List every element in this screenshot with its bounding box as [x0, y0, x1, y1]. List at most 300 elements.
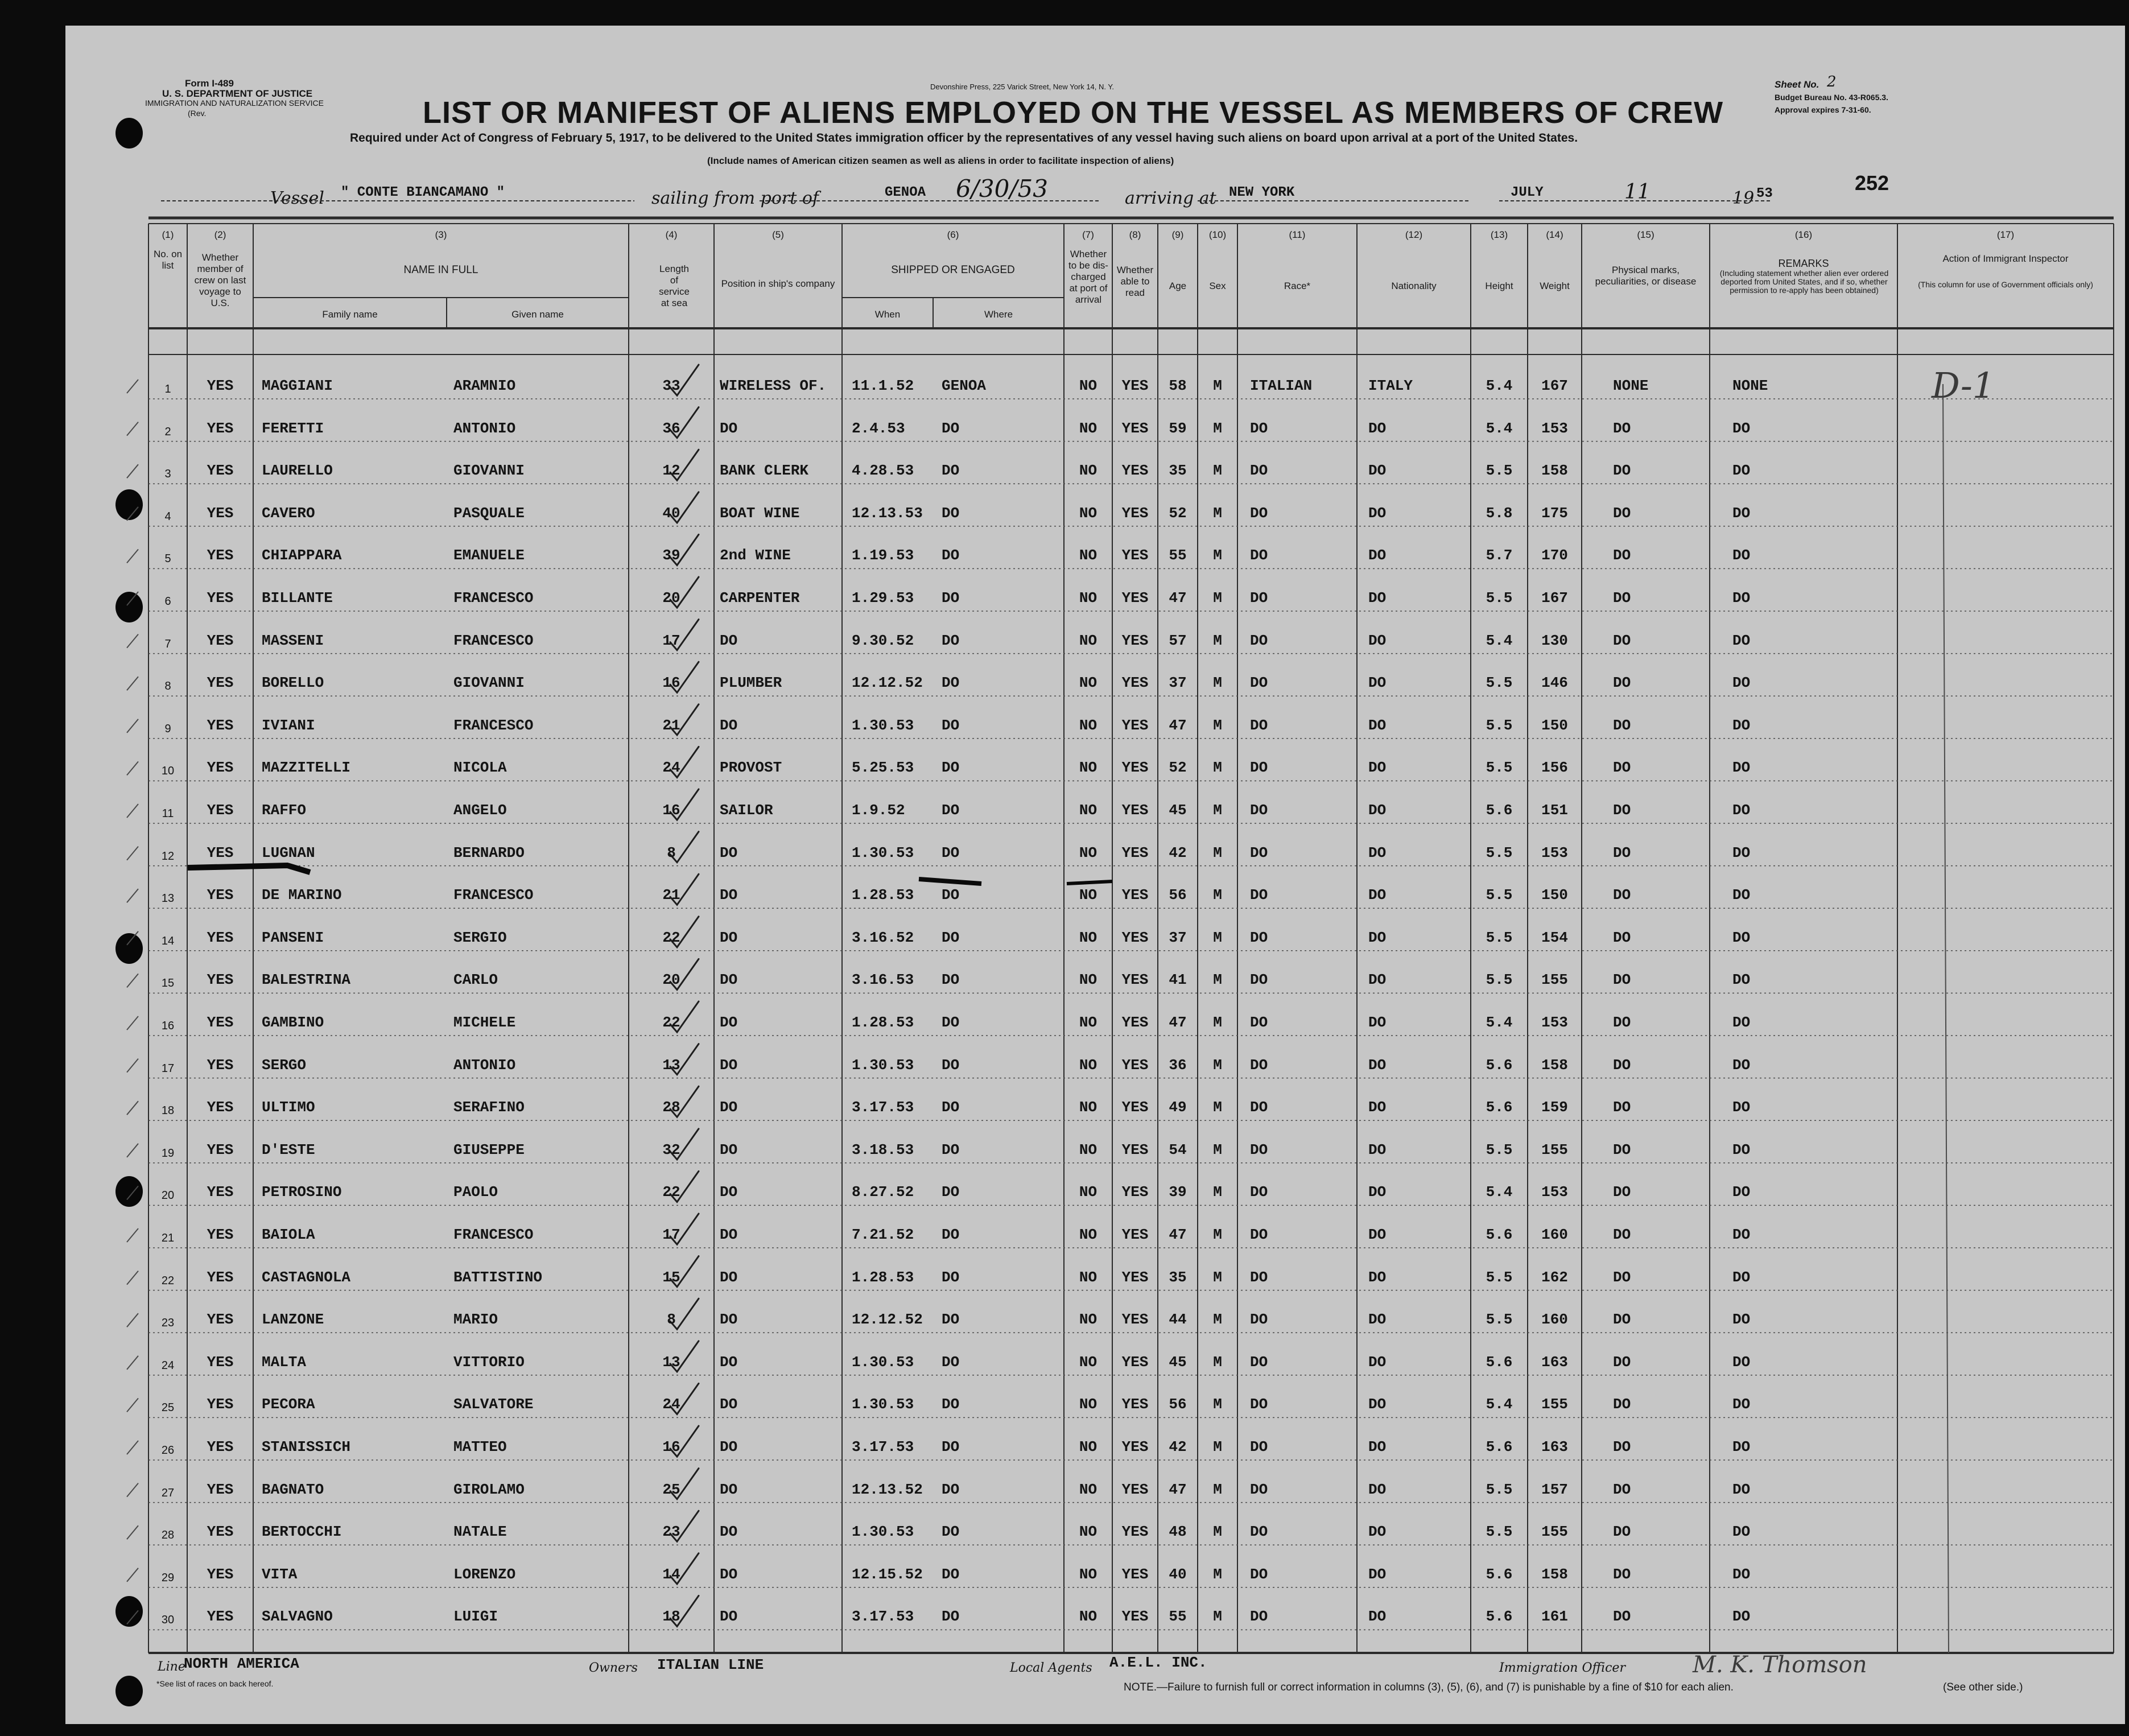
cell-given-name: GIOVANNI — [453, 462, 525, 480]
cell-shipped-when: 12.13.53 — [852, 504, 923, 522]
cell-height: 5.6 — [1486, 1226, 1513, 1243]
cell-sex: M — [1213, 1014, 1222, 1031]
cell-family-name: BAGNATO — [262, 1481, 324, 1498]
cell-shipped-where: DO — [942, 1056, 960, 1074]
cell-height: 5.5 — [1486, 759, 1513, 777]
cell-family-name: IVIANI — [262, 716, 315, 734]
agents-label: Local Agents — [1010, 1661, 1092, 1675]
cell-physical-marks: DO — [1613, 419, 1631, 437]
cell-position: DO — [720, 1481, 738, 1498]
cell-length-of-service: 21 — [662, 716, 680, 734]
cell-no: 8 — [164, 680, 171, 693]
cell-position: DO — [720, 419, 738, 437]
cell-remarks: DO — [1732, 886, 1751, 904]
cell-crew-last-voyage: YES — [207, 1565, 234, 1583]
cell-position: DO — [720, 929, 738, 946]
cell-age: 47 — [1169, 1226, 1187, 1243]
cell-nationality: DO — [1368, 589, 1387, 607]
margin-tick-icon — [127, 1398, 138, 1412]
cell-able-to-read: YES — [1121, 886, 1149, 904]
line-name: NORTH AMERICA — [184, 1655, 299, 1672]
cell-family-name: LAURELLO — [262, 462, 333, 480]
cell-age: 47 — [1169, 1014, 1187, 1031]
cell-shipped-where: DO — [942, 419, 960, 437]
cell-discharged: NO — [1079, 1184, 1097, 1201]
cell-race: DO — [1250, 929, 1268, 946]
cell-physical-marks: DO — [1613, 1396, 1631, 1413]
cell-nationality: DO — [1368, 1608, 1387, 1626]
cell-sex: M — [1213, 1141, 1222, 1158]
cell-age: 52 — [1169, 504, 1187, 522]
cell-family-name: PETROSINO — [262, 1184, 342, 1201]
cell-given-name: VITTORIO — [453, 1353, 525, 1371]
cell-length-of-service: 16 — [662, 674, 680, 692]
cell-weight: 159 — [1541, 1099, 1568, 1116]
cell-race: DO — [1250, 886, 1268, 904]
cell-remarks: DO — [1732, 929, 1751, 946]
cell-weight: 163 — [1541, 1353, 1568, 1371]
cell-shipped-where: DO — [942, 1268, 960, 1286]
cell-shipped-when: 1.19.53 — [852, 547, 914, 564]
cell-crew-last-voyage: YES — [207, 547, 234, 564]
cell-position: BOAT WINE — [720, 504, 800, 522]
cell-position: DO — [720, 886, 738, 904]
arrival-month: JULY — [1511, 185, 1544, 200]
inspector-annotation: D-1 — [1932, 365, 1995, 406]
vessel-label: Vessel — [270, 188, 324, 208]
cell-position: DO — [720, 1608, 738, 1626]
cell-physical-marks: DO — [1613, 589, 1631, 607]
cell-no: 25 — [161, 1401, 175, 1415]
cell-height: 5.5 — [1486, 674, 1513, 692]
cell-length-of-service: 12 — [662, 462, 680, 480]
cell-sex: M — [1213, 844, 1222, 861]
cell-given-name: PAOLO — [453, 1184, 498, 1201]
cell-crew-last-voyage: YES — [207, 929, 234, 946]
cell-no: 4 — [164, 510, 171, 523]
arriving-label: arriving at — [1125, 188, 1216, 208]
cell-no: 20 — [161, 1189, 175, 1202]
cell-crew-last-voyage: YES — [207, 632, 234, 649]
cell-shipped-where: DO — [942, 589, 960, 607]
sheet-number: 2 — [1827, 73, 1837, 90]
cell-nationality: DO — [1368, 1438, 1387, 1455]
cell-no: 11 — [162, 807, 174, 820]
cell-length-of-service: 32 — [662, 1141, 680, 1158]
cell-shipped-where: DO — [942, 971, 960, 989]
cell-family-name: BILLANTE — [262, 589, 333, 607]
cell-physical-marks: DO — [1613, 1523, 1631, 1541]
cell-age: 48 — [1169, 1523, 1187, 1541]
cell-sex: M — [1213, 886, 1222, 904]
cell-shipped-when: 1.29.53 — [852, 589, 914, 607]
col-number: (5) — [772, 229, 784, 240]
cell-nationality: DO — [1368, 716, 1387, 734]
cell-length-of-service: 8 — [667, 844, 676, 861]
cell-no: 21 — [161, 1232, 175, 1244]
cell-race: DO — [1250, 504, 1268, 522]
cell-discharged: NO — [1079, 844, 1097, 861]
cell-weight: 175 — [1541, 504, 1568, 522]
cell-family-name: VITA — [262, 1565, 298, 1583]
cell-family-name: MAZZITELLI — [262, 759, 351, 777]
cell-crew-last-voyage: YES — [207, 971, 234, 989]
cell-discharged: NO — [1079, 1353, 1097, 1371]
cell-position: DO — [720, 971, 738, 989]
col-number: (14) — [1546, 229, 1563, 240]
cell-sex: M — [1213, 547, 1222, 564]
cell-able-to-read: YES — [1121, 632, 1149, 649]
cell-given-name: ANTONIO — [453, 1056, 516, 1074]
cell-sex: M — [1213, 1523, 1222, 1541]
cell-position: DO — [720, 1014, 738, 1031]
cell-given-name: GIROLAMO — [453, 1481, 525, 1498]
cell-shipped-where: DO — [942, 759, 960, 777]
cell-height: 5.5 — [1486, 844, 1513, 861]
cell-shipped-when: 3.18.53 — [852, 1141, 914, 1158]
cell-age: 35 — [1169, 462, 1187, 480]
cell-no: 16 — [161, 1020, 175, 1032]
cell-given-name: ANTONIO — [453, 419, 516, 437]
page-title: LIST OR MANIFEST OF ALIENS EMPLOYED ON THE VESSEL AS MEMBERS OF CREW — [423, 96, 1724, 130]
cell-discharged: NO — [1079, 1481, 1097, 1498]
cell-race: ITALIAN — [1250, 377, 1313, 394]
cell-race: DO — [1250, 1226, 1268, 1243]
cell-remarks: DO — [1732, 802, 1751, 819]
cell-no: 7 — [164, 637, 171, 650]
cell-discharged: NO — [1079, 419, 1097, 437]
cell-no: 29 — [161, 1571, 175, 1584]
cell-able-to-read: YES — [1121, 419, 1149, 437]
cell-age: 42 — [1169, 1438, 1187, 1455]
cell-discharged: NO — [1079, 1608, 1097, 1626]
cell-sex: M — [1213, 802, 1222, 819]
cell-remarks: DO — [1732, 462, 1751, 480]
cell-crew-last-voyage: YES — [207, 674, 234, 692]
cell-shipped-where: DO — [942, 1099, 960, 1116]
cell-discharged: NO — [1079, 1396, 1097, 1413]
cell-weight: 158 — [1541, 1056, 1568, 1074]
cell-no: 15 — [161, 977, 175, 990]
cell-position: DO — [720, 1353, 738, 1371]
cell-sex: M — [1213, 716, 1222, 734]
year-prefix: 19 — [1732, 188, 1755, 208]
cell-shipped-where: DO — [942, 1438, 960, 1455]
cell-discharged: NO — [1079, 1226, 1097, 1243]
cell-given-name: MARIO — [453, 1311, 498, 1329]
cell-physical-marks: DO — [1613, 504, 1631, 522]
cell-remarks: DO — [1732, 1226, 1751, 1243]
cell-physical-marks: DO — [1613, 1353, 1631, 1371]
cell-race: DO — [1250, 589, 1268, 607]
cell-nationality: ITALY — [1368, 377, 1413, 394]
cell-sex: M — [1213, 504, 1222, 522]
cell-discharged: NO — [1079, 716, 1097, 734]
cell-length-of-service: 33 — [662, 377, 680, 394]
cell-crew-last-voyage: YES — [207, 1311, 234, 1329]
cell-height: 5.7 — [1486, 547, 1513, 564]
cell-length-of-service: 16 — [662, 802, 680, 819]
col-number: (12) — [1405, 229, 1423, 240]
cell-crew-last-voyage: YES — [207, 1268, 234, 1286]
col-number: (4) — [665, 229, 678, 240]
cell-shipped-where: DO — [942, 1565, 960, 1583]
cell-remarks: DO — [1732, 1396, 1751, 1413]
cell-family-name: GAMBINO — [262, 1014, 324, 1031]
cell-race: DO — [1250, 1523, 1268, 1541]
cell-length-of-service: 17 — [662, 632, 680, 649]
header-given-name: Given name — [511, 309, 564, 320]
margin-tick-icon — [127, 1059, 138, 1073]
cell-able-to-read: YES — [1121, 1396, 1149, 1413]
cell-length-of-service: 21 — [662, 886, 680, 904]
cell-nationality: DO — [1368, 929, 1387, 946]
cell-remarks: DO — [1732, 1608, 1751, 1626]
agents-name: A.E.L. INC. — [1109, 1654, 1207, 1671]
margin-tick-icon — [127, 422, 138, 436]
cell-remarks: DO — [1732, 1353, 1751, 1371]
cell-physical-marks: DO — [1613, 462, 1631, 480]
cell-age: 54 — [1169, 1141, 1187, 1158]
cell-nationality: DO — [1368, 759, 1387, 777]
cell-remarks: DO — [1732, 1056, 1751, 1074]
cell-shipped-where: DO — [942, 1481, 960, 1498]
cell-able-to-read: YES — [1121, 1056, 1149, 1074]
cell-nationality: DO — [1368, 1353, 1387, 1371]
cell-remarks: DO — [1732, 419, 1751, 437]
printer-imprint: Devonshire Press, 225 Varick Street, New York 14, N. Y. — [930, 83, 1114, 91]
cell-position: DO — [720, 1396, 738, 1413]
service-name: IMMIGRATION AND NATURALIZATION SERVICE — [145, 98, 324, 108]
cell-no: 9 — [164, 722, 171, 735]
cell-nationality: DO — [1368, 419, 1387, 437]
margin-tick-icon — [127, 761, 138, 775]
cell-shipped-when: 1.30.53 — [852, 1396, 914, 1413]
cell-physical-marks: DO — [1613, 1268, 1631, 1286]
cell-length-of-service: 16 — [662, 1438, 680, 1455]
cell-no: 5 — [164, 552, 171, 566]
cell-shipped-where: DO — [942, 632, 960, 649]
cell-crew-last-voyage: YES — [207, 1353, 234, 1371]
cell-no: 2 — [164, 425, 171, 438]
cell-age: 47 — [1169, 589, 1187, 607]
cell-able-to-read: YES — [1121, 1226, 1149, 1243]
cell-crew-last-voyage: YES — [207, 716, 234, 734]
cell-nationality: DO — [1368, 504, 1387, 522]
cell-given-name: LUIGI — [453, 1608, 498, 1626]
cell-nationality: DO — [1368, 1056, 1387, 1074]
cell-nationality: DO — [1368, 1481, 1387, 1498]
cell-given-name: SERAFINO — [453, 1099, 525, 1116]
cell-sex: M — [1213, 971, 1222, 989]
cell-position: BANK CLERK — [720, 462, 809, 480]
cell-given-name: FRANCESCO — [453, 1226, 534, 1243]
cell-able-to-read: YES — [1121, 504, 1149, 522]
cell-crew-last-voyage: YES — [207, 1608, 234, 1626]
cell-remarks: DO — [1732, 1523, 1751, 1541]
cell-shipped-where: DO — [942, 1141, 960, 1158]
cell-position: DO — [720, 1184, 738, 1201]
cell-crew-last-voyage: YES — [207, 377, 234, 394]
cell-crew-last-voyage: YES — [207, 462, 234, 480]
cell-race: DO — [1250, 1184, 1268, 1201]
cell-nationality: DO — [1368, 1565, 1387, 1583]
col-number: (7) — [1082, 229, 1094, 240]
cell-no: 24 — [161, 1359, 175, 1372]
cell-sex: M — [1213, 632, 1222, 649]
cell-age: 37 — [1169, 674, 1187, 692]
cell-race: DO — [1250, 716, 1268, 734]
cell-given-name: PASQUALE — [453, 504, 525, 522]
cell-discharged: NO — [1079, 674, 1097, 692]
cell-discharged: NO — [1079, 1268, 1097, 1286]
cell-height: 5.5 — [1486, 1481, 1513, 1498]
cell-weight: 163 — [1541, 1438, 1568, 1455]
margin-tick-icon — [127, 549, 138, 563]
cell-race: DO — [1250, 674, 1268, 692]
cell-remarks: DO — [1732, 759, 1751, 777]
cell-nationality: DO — [1368, 1226, 1387, 1243]
margin-tick-icon — [127, 1313, 138, 1327]
cell-length-of-service: 22 — [662, 929, 680, 946]
cell-height: 5.6 — [1486, 1438, 1513, 1455]
cell-shipped-when: 1.30.53 — [852, 844, 914, 861]
header-family-name: Family name — [322, 309, 378, 320]
header-sex: Sex — [1209, 281, 1226, 291]
cell-position: DO — [720, 1523, 738, 1541]
header-no-on-list: No. on list — [153, 249, 183, 271]
margin-tick-icon — [127, 931, 138, 945]
cell-shipped-where: DO — [942, 1014, 960, 1031]
cell-crew-last-voyage: YES — [207, 1099, 234, 1116]
cell-position: DO — [720, 716, 738, 734]
cell-remarks: DO — [1732, 589, 1751, 607]
cell-physical-marks: DO — [1613, 632, 1631, 649]
cell-race: DO — [1250, 802, 1268, 819]
cell-able-to-read: YES — [1121, 674, 1149, 692]
cell-discharged: NO — [1079, 1141, 1097, 1158]
col-number: (11) — [1289, 229, 1306, 240]
cell-length-of-service: 22 — [662, 1184, 680, 1201]
cell-nationality: DO — [1368, 632, 1387, 649]
cell-physical-marks: DO — [1613, 1184, 1631, 1201]
cell-remarks: DO — [1732, 504, 1751, 522]
cell-race: DO — [1250, 1481, 1268, 1498]
cell-family-name: BALESTRINA — [262, 971, 351, 989]
cell-family-name: BORELLO — [262, 674, 324, 692]
cell-length-of-service: 8 — [667, 1311, 676, 1329]
cell-no: 22 — [161, 1274, 175, 1287]
cell-given-name: NICOLA — [453, 759, 507, 777]
header-physical-marks: Physical marks, peculiarities, or disease — [1595, 265, 1697, 287]
cell-position: 2nd WINE — [720, 547, 791, 564]
cell-length-of-service: 24 — [662, 1396, 680, 1413]
cell-shipped-where: DO — [942, 1226, 960, 1243]
cell-physical-marks: DO — [1613, 802, 1631, 819]
sheet-label: Sheet No. — [1775, 79, 1819, 90]
cell-no: 1 — [164, 383, 171, 395]
cell-age: 49 — [1169, 1099, 1187, 1116]
cell-family-name: BAIOLA — [262, 1226, 315, 1243]
cell-discharged: NO — [1079, 589, 1097, 607]
cell-age: 47 — [1169, 1481, 1187, 1498]
cell-race: DO — [1250, 1268, 1268, 1286]
cell-shipped-when: 2.4.53 — [852, 419, 905, 437]
cell-shipped-when: 12.13.52 — [852, 1481, 923, 1498]
cell-discharged: NO — [1079, 1056, 1097, 1074]
cell-no: 12 — [161, 850, 175, 863]
header-remarks: REMARKS — [1778, 258, 1829, 269]
cell-family-name: FERETTI — [262, 419, 324, 437]
cell-discharged: NO — [1079, 1523, 1097, 1541]
cell-shipped-when: 3.17.53 — [852, 1099, 914, 1116]
arrival-day: 11 — [1624, 180, 1651, 204]
cell-race: DO — [1250, 1565, 1268, 1583]
cell-shipped-where: DO — [942, 1396, 960, 1413]
cell-physical-marks: DO — [1613, 1438, 1631, 1455]
margin-tick-icon — [127, 804, 138, 818]
cell-shipped-when: 1.30.53 — [852, 1353, 914, 1371]
cell-weight: 167 — [1541, 377, 1568, 394]
cell-shipped-when: 12.12.52 — [852, 1311, 923, 1329]
cell-length-of-service: 40 — [662, 504, 680, 522]
owners-label: Owners — [589, 1661, 638, 1675]
cell-remarks: DO — [1732, 1438, 1751, 1455]
header-age: Age — [1169, 281, 1187, 291]
cell-height: 5.8 — [1486, 504, 1513, 522]
cell-crew-last-voyage: YES — [207, 1481, 234, 1498]
margin-tick-icon — [127, 677, 138, 690]
cell-length-of-service: 23 — [662, 1523, 680, 1541]
cell-shipped-where: DO — [942, 504, 960, 522]
cell-remarks: DO — [1732, 1099, 1751, 1116]
cell-physical-marks: DO — [1613, 1141, 1631, 1158]
cell-shipped-when: 1.9.52 — [852, 802, 905, 819]
form-number: Form I-489 — [185, 78, 234, 89]
cell-shipped-where: DO — [942, 886, 960, 904]
margin-tick-icon — [127, 1144, 138, 1157]
margin-tick-icon — [127, 719, 138, 733]
cell-discharged: NO — [1079, 886, 1097, 904]
margin-tick-icon — [127, 847, 138, 860]
cell-age: 57 — [1169, 632, 1187, 649]
cell-family-name: SALVAGNO — [262, 1608, 333, 1626]
margin-tick-icon — [127, 1186, 138, 1199]
cell-physical-marks: DO — [1613, 759, 1631, 777]
cell-sex: M — [1213, 1184, 1222, 1201]
cell-family-name: ULTIMO — [262, 1099, 315, 1116]
cell-sex: M — [1213, 1311, 1222, 1329]
cell-position: SAILOR — [720, 802, 773, 819]
cell-height: 5.4 — [1486, 1014, 1513, 1031]
cell-remarks: DO — [1732, 1268, 1751, 1286]
cell-able-to-read: YES — [1121, 1311, 1149, 1329]
cell-crew-last-voyage: YES — [207, 1184, 234, 1201]
cell-shipped-where: DO — [942, 1311, 960, 1329]
header-weight: Weight — [1540, 281, 1570, 291]
cell-discharged: NO — [1079, 1014, 1097, 1031]
race-note: *See list of races on back hereof. — [156, 1679, 274, 1688]
cell-crew-last-voyage: YES — [207, 504, 234, 522]
cell-discharged: NO — [1079, 547, 1097, 564]
margin-tick-icon — [127, 1356, 138, 1370]
cell-nationality: DO — [1368, 1268, 1387, 1286]
cell-no: 18 — [161, 1104, 175, 1118]
cell-remarks: DO — [1732, 844, 1751, 861]
cell-family-name: RAFFO — [262, 802, 307, 819]
vessel-name: " CONTE BIANCAMANO " — [341, 185, 505, 200]
cell-height: 5.5 — [1486, 886, 1513, 904]
